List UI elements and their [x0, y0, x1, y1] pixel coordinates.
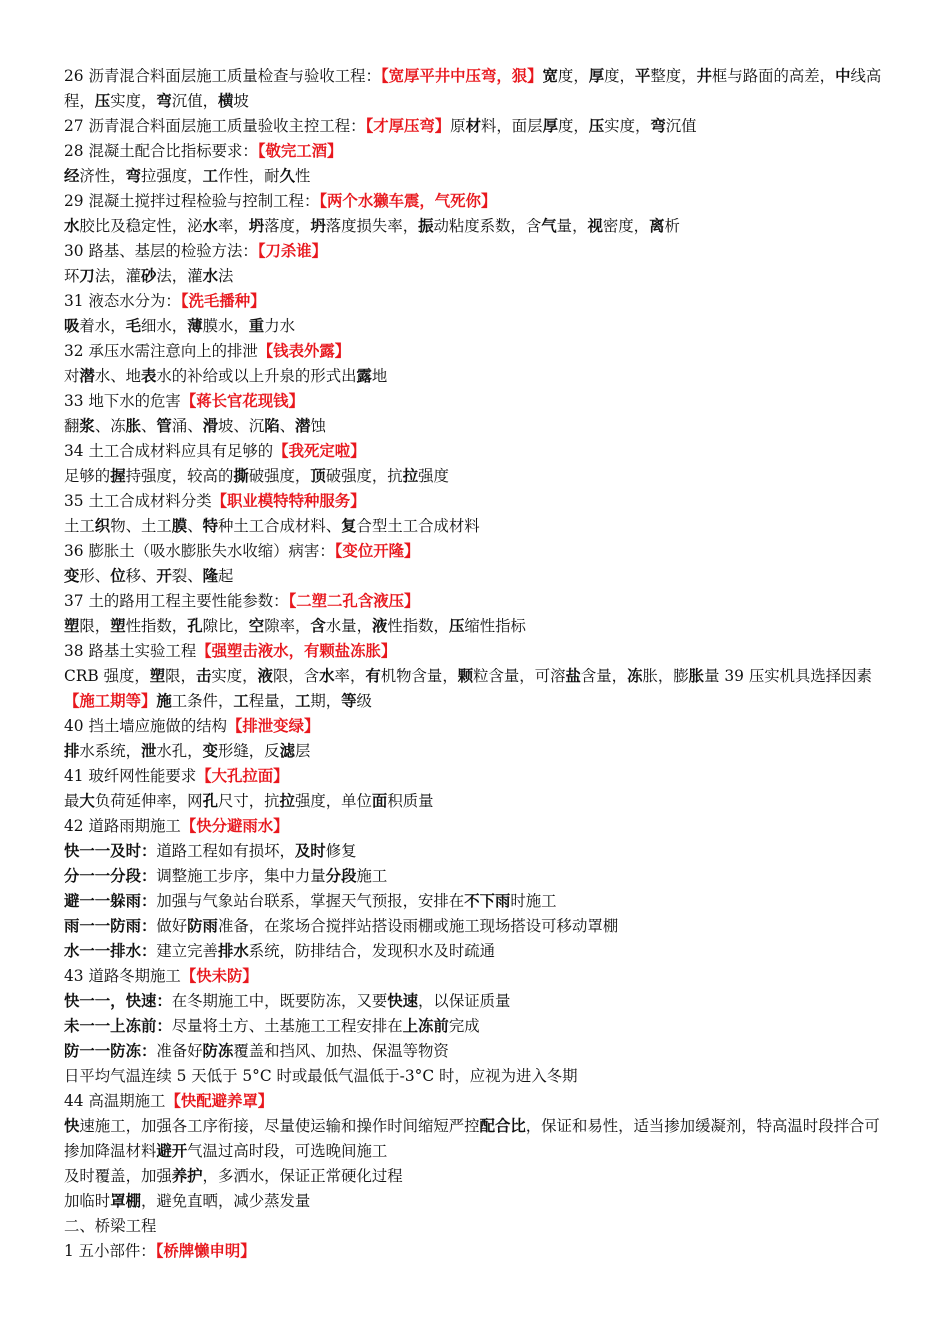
- bold-keyword: 泄: [140, 742, 157, 760]
- bold-keyword: 吸: [64, 317, 80, 335]
- text-line: [64, 189, 886, 214]
- text-segment: 工条件，: [171, 692, 234, 710]
- text-segment: 施工: [356, 867, 388, 885]
- text-segment: 、: [141, 417, 157, 435]
- text-segment: 度，: [557, 67, 589, 85]
- text-segment: 气温过高时段，可选晚间施工: [187, 1142, 388, 1160]
- text-line: [64, 939, 886, 964]
- text-segment: 强度: [418, 467, 449, 485]
- text-segment: 42 道路雨期施工: [64, 817, 181, 835]
- text-line: [64, 964, 886, 989]
- bold-keyword: 拉: [402, 467, 419, 485]
- text-line: [64, 64, 886, 114]
- text-segment: 尺寸，抗: [217, 792, 280, 810]
- bold-keyword: 潜: [79, 367, 95, 385]
- bold-keyword: 快速: [387, 992, 419, 1010]
- bold-keyword: 撕: [233, 467, 249, 485]
- bold-keyword: 塑: [149, 667, 166, 685]
- text-segment: 原: [450, 117, 466, 135]
- bold-keyword: 弯: [125, 167, 141, 185]
- text-segment: 32 承压水需注意向上的排泄: [64, 342, 258, 360]
- text-segment: 36 膨胀土（吸水膨胀失水收缩）病害：: [64, 542, 335, 560]
- text-line: [64, 739, 886, 764]
- bold-keyword: 水: [202, 217, 218, 235]
- text-segment: 料，面层: [480, 117, 543, 135]
- text-segment: 度，: [557, 117, 589, 135]
- text-segment: 时施工: [510, 892, 557, 910]
- bold-keyword: 宽: [542, 67, 558, 85]
- text-line: [64, 239, 886, 264]
- text-line: [64, 1089, 886, 1114]
- bold-keyword: 分一一分段：: [64, 867, 157, 885]
- bold-keyword: 陷: [264, 417, 280, 435]
- bold-keyword: 表: [141, 367, 157, 385]
- mnemonic-highlight: 【才厚压弯】: [365, 117, 451, 135]
- text-segment: 膜水，: [202, 317, 249, 335]
- bold-keyword: 胀: [688, 667, 705, 685]
- text-segment: 含量，: [580, 667, 628, 685]
- text-line: [64, 714, 886, 739]
- text-segment: 尽量将土方、土基施工工程安排在: [171, 1017, 403, 1035]
- bold-keyword: 复: [341, 517, 357, 535]
- bold-keyword: 滤: [279, 742, 295, 760]
- bold-keyword: 有: [365, 667, 381, 685]
- text-segment: 41 玻纤网性能要求: [64, 767, 197, 785]
- text-segment: 44 高温期施工: [64, 1092, 166, 1110]
- text-line: [64, 139, 886, 164]
- text-segment: 37 土的路用工程主要性能参数：: [64, 592, 289, 610]
- text-segment: 移、: [125, 567, 157, 585]
- bold-keyword: 压: [588, 117, 605, 135]
- bold-keyword: 防冻: [202, 1042, 234, 1060]
- text-line: [64, 114, 886, 139]
- text-segment: 率，: [334, 667, 366, 685]
- mnemonic-highlight: 【强塑击液水，有颗盐冻胀】: [196, 642, 397, 660]
- text-segment: 日平均气温连续 5 天低于 5°C 时或最低气温低于-3°C 时，应视为进入冬期: [64, 1067, 578, 1085]
- text-line: [64, 564, 886, 589]
- bold-keyword: 久: [279, 167, 295, 185]
- text-segment: 、冻: [94, 417, 126, 435]
- bold-keyword: 弯: [650, 117, 666, 135]
- text-segment: 蚀: [310, 417, 326, 435]
- bold-keyword: 特: [202, 517, 218, 535]
- text-segment: 胀，膨: [642, 667, 689, 685]
- bold-keyword: 浆: [79, 417, 95, 435]
- text-segment: 合型土工合成材料: [356, 517, 480, 535]
- text-line: [64, 589, 886, 614]
- text-line: [64, 439, 886, 464]
- mnemonic-highlight: 【大孔拉面】: [196, 767, 289, 785]
- bold-keyword: 刀: [79, 267, 95, 285]
- text-line: [64, 764, 886, 789]
- text-segment: 法，灌: [94, 267, 141, 285]
- text-segment: 积质量: [387, 792, 434, 810]
- text-segment: 1 五小部件：: [64, 1242, 156, 1260]
- mnemonic-highlight: 【宽厚平井中压弯，狠】: [380, 67, 543, 85]
- bold-keyword: 离: [649, 217, 665, 235]
- text-segment: 析: [664, 217, 680, 235]
- bold-keyword: 防雨: [187, 917, 218, 935]
- text-segment: 速施工，加强各工序衔接，尽量使运输和操作时间缩短严控: [79, 1117, 480, 1135]
- text-segment: 26 沥青混合料面层施工质量检查与验收工程：: [64, 67, 381, 85]
- bold-keyword: 避一一躲雨：: [64, 892, 157, 910]
- text-segment: 落度损失率，: [325, 217, 419, 235]
- text-line: [64, 489, 886, 514]
- text-segment: 破强度，: [248, 467, 311, 485]
- text-segment: 翻: [64, 417, 80, 435]
- bold-keyword: 弯: [156, 92, 172, 110]
- text-segment: 34 土工合成材料应具有足够的: [64, 442, 274, 460]
- text-segment: 度，: [604, 67, 635, 85]
- text-segment: 物、土工: [110, 517, 172, 535]
- mnemonic-highlight: 【二塑二孔含液压】: [288, 592, 420, 610]
- text-segment: 力水: [264, 317, 295, 335]
- text-segment: 道路工程如有损坏，: [156, 842, 295, 860]
- text-segment: 水量，: [325, 617, 372, 635]
- text-segment: 级: [356, 692, 372, 710]
- text-segment: 率，: [217, 217, 249, 235]
- bold-keyword: 经: [64, 167, 80, 185]
- bold-keyword: 压: [94, 92, 111, 110]
- text-line: [64, 364, 886, 389]
- mnemonic-highlight: 【洗毛播种】: [180, 292, 266, 310]
- text-line: [64, 814, 886, 839]
- bold-keyword: 顶: [310, 467, 326, 485]
- text-segment: 限，含: [272, 667, 320, 685]
- mnemonic-highlight: 【桥牌懒申明】: [155, 1242, 256, 1260]
- text-segment: 强度，单位: [294, 792, 372, 810]
- bold-keyword: 罩棚: [110, 1192, 141, 1210]
- mnemonic-highlight: 【排泄变绿】: [227, 717, 320, 735]
- text-segment: 负荷延伸率，网: [94, 792, 203, 810]
- text-segment: 济性，: [79, 167, 126, 185]
- bold-keyword: 水: [319, 667, 335, 685]
- bold-keyword: 冻: [627, 667, 643, 685]
- text-segment: 加临时: [64, 1192, 111, 1210]
- text-line: [64, 1164, 886, 1189]
- text-segment: 程量，: [248, 692, 295, 710]
- text-line: [64, 514, 886, 539]
- mnemonic-highlight: 【快未防】: [180, 967, 258, 985]
- text-line: [64, 539, 886, 564]
- text-segment: 性指数，: [125, 617, 188, 635]
- text-segment: 限，: [165, 667, 196, 685]
- text-segment: 种土工合成材料、: [218, 517, 342, 535]
- bold-keyword: 织: [94, 517, 111, 535]
- mnemonic-highlight: 【施工期等】: [64, 692, 157, 710]
- text-line: [64, 339, 886, 364]
- text-segment: 33 地下水的危害: [64, 392, 181, 410]
- bold-keyword: 工: [233, 692, 249, 710]
- text-segment: ，避免直晒，减少蒸发量: [140, 1192, 311, 1210]
- text-line: [64, 839, 886, 864]
- text-segment: 、: [187, 517, 203, 535]
- bold-keyword: 孔: [187, 617, 203, 635]
- text-line: [64, 1064, 886, 1089]
- text-segment: 坡、沉: [218, 417, 265, 435]
- bold-keyword: 水: [202, 267, 218, 285]
- text-line: [64, 1214, 886, 1239]
- text-line: [64, 164, 886, 189]
- bold-keyword: 等: [341, 692, 357, 710]
- text-segment: 对: [64, 367, 80, 385]
- text-segment: 水的补给或以上升泉的形式出: [156, 367, 357, 385]
- text-segment: 法，灌: [156, 267, 203, 285]
- text-line: [64, 314, 886, 339]
- text-segment: 水孔，: [156, 742, 203, 760]
- bold-keyword: 坍: [310, 217, 326, 235]
- bold-keyword: 管: [156, 417, 172, 435]
- text-line: [64, 614, 886, 639]
- text-segment: 机物含量，: [380, 667, 458, 685]
- bold-keyword: 振: [418, 217, 434, 235]
- bold-keyword: 及时: [294, 842, 326, 860]
- text-segment: 28 混凝土配合比指标要求：: [64, 142, 258, 160]
- text-segment: 35 土工合成材料分类: [64, 492, 212, 510]
- bold-keyword: 排水: [217, 942, 249, 960]
- text-segment: ，以保证质量: [418, 992, 511, 1010]
- text-segment: 框与路面的高差，: [711, 67, 836, 85]
- text-segment: 实度，: [211, 667, 258, 685]
- text-segment: 准备，在浆场合搅拌站搭设雨棚或施工现场搭设可移动罩棚: [217, 917, 619, 935]
- text-segment: ，保证和易性，适当掺加缓凝剂，特高温时段拌合可掺加降温材料: [64, 1117, 880, 1160]
- bold-keyword: 变: [64, 567, 80, 585]
- bold-keyword: 胀: [125, 417, 142, 435]
- bold-keyword: 避开: [156, 1142, 188, 1160]
- bold-keyword: 配合比: [479, 1117, 526, 1135]
- mnemonic-highlight: 【蒋长官花现钱】: [180, 392, 304, 410]
- bold-keyword: 面: [371, 792, 388, 810]
- bold-keyword: 压: [448, 617, 465, 635]
- bold-keyword: 膜: [171, 517, 188, 535]
- text-segment: 期，: [310, 692, 342, 710]
- bold-keyword: 材: [465, 117, 481, 135]
- text-segment: 隙比，: [202, 617, 249, 635]
- bold-keyword: 快一一，快速：: [64, 992, 172, 1010]
- bold-keyword: 击: [195, 667, 212, 685]
- bold-keyword: 毛: [125, 317, 141, 335]
- bold-keyword: 坍: [248, 217, 265, 235]
- text-segment: 破强度，抗: [325, 467, 403, 485]
- bold-keyword: 雨一一防雨：: [64, 917, 157, 935]
- bold-keyword: 中: [835, 67, 851, 85]
- text-line: [64, 464, 886, 489]
- mnemonic-highlight: 【快配避养罩】: [165, 1092, 274, 1110]
- bold-keyword: 气: [541, 217, 557, 235]
- text-segment: 土工: [64, 517, 95, 535]
- mnemonic-highlight: 【快分避雨水】: [180, 817, 289, 835]
- bold-keyword: 平: [634, 67, 651, 85]
- text-segment: 粒含量，可溶: [473, 667, 566, 685]
- text-segment: 38 路基土实验工程: [64, 642, 197, 660]
- bold-keyword: 快一一及时：: [64, 842, 157, 860]
- mnemonic-highlight: 【钱表外露】: [257, 342, 351, 360]
- text-segment: 形缝，反: [217, 742, 280, 760]
- text-segment: 43 道路冬期施工: [64, 967, 181, 985]
- bold-keyword: 颗: [457, 667, 474, 685]
- bold-keyword: 砂: [141, 267, 157, 285]
- text-line: [64, 889, 886, 914]
- text-segment: 加强与气象站台联系，掌握天气预报，安排在: [156, 892, 465, 910]
- text-segment: 地: [371, 367, 388, 385]
- bold-keyword: 重: [248, 317, 265, 335]
- text-segment: 修复: [325, 842, 357, 860]
- text-line: [64, 989, 886, 1014]
- text-segment: 及时覆盖，加强: [64, 1167, 172, 1185]
- text-segment: 形、: [79, 567, 111, 585]
- bold-keyword: 厚: [588, 67, 605, 85]
- bold-keyword: 塑: [64, 617, 80, 635]
- text-segment: 实度，: [604, 117, 651, 135]
- text-segment: 作性，耐: [217, 167, 280, 185]
- text-segment: 层: [294, 742, 311, 760]
- bold-keyword: 变: [202, 742, 218, 760]
- text-segment: 落度，: [264, 217, 311, 235]
- bold-keyword: 井: [696, 67, 712, 85]
- text-segment: 沉值: [665, 117, 697, 135]
- text-segment: 胶比及稳定性，泌: [79, 217, 203, 235]
- text-line: [64, 1114, 886, 1164]
- text-segment: 拉强度，: [141, 167, 203, 185]
- text-segment: 量，: [556, 217, 588, 235]
- bold-keyword: 水一一排水：: [64, 942, 157, 960]
- mnemonic-highlight: 【刀杀谁】: [257, 242, 328, 260]
- text-line: [64, 414, 886, 439]
- text-line: [64, 864, 886, 889]
- text-segment: 、: [279, 417, 296, 435]
- text-segment: 裂、: [171, 567, 203, 585]
- text-segment: 沉值，: [171, 92, 218, 110]
- text-line: [64, 1189, 886, 1214]
- text-segment: 整度，: [650, 67, 697, 85]
- mnemonic-highlight: 【我死定啦】: [273, 442, 366, 460]
- bold-keyword: 视: [587, 217, 603, 235]
- text-segment: 密度，: [602, 217, 650, 235]
- text-segment: 持强度，较高的: [125, 467, 234, 485]
- mnemonic-highlight: 【职业模特特种服务】: [211, 492, 366, 510]
- bold-keyword: 拉: [279, 792, 295, 810]
- bold-keyword: 未一一上冻前：: [64, 1017, 172, 1035]
- text-segment: 完成: [448, 1017, 480, 1035]
- text-segment: 40 挡土墙应施做的结构: [64, 717, 227, 735]
- bold-keyword: 露: [356, 367, 372, 385]
- bold-keyword: 施: [156, 692, 172, 710]
- bold-keyword: 养护: [171, 1167, 203, 1185]
- text-segment: 最: [64, 792, 80, 810]
- text-segment: 限，: [79, 617, 111, 635]
- bold-keyword: 开: [156, 567, 172, 585]
- text-segment: 调整施工步序，集中力量: [156, 867, 326, 885]
- bold-keyword: 位: [110, 567, 126, 585]
- bold-keyword: 水: [64, 217, 80, 235]
- text-segment: 法: [218, 267, 234, 285]
- bold-keyword: 液: [371, 617, 388, 635]
- text-segment: 涌、: [171, 417, 203, 435]
- text-line: [64, 639, 886, 664]
- text-segment: 系统，防排结合，发现积水及时疏通: [248, 942, 495, 960]
- text-segment: 坡: [233, 92, 249, 110]
- text-segment: 起: [218, 567, 234, 585]
- bold-keyword: 防一一防冻：: [64, 1042, 157, 1060]
- text-segment: 30 路基、基层的检验方法：: [64, 242, 258, 260]
- text-segment: 性指数，: [387, 617, 449, 635]
- bold-keyword: 大: [79, 792, 95, 810]
- bold-keyword: 潜: [295, 417, 311, 435]
- document-body: [64, 64, 886, 1264]
- bold-keyword: 握: [110, 467, 126, 485]
- text-line: [64, 1039, 886, 1064]
- text-segment: 做好: [156, 917, 188, 935]
- text-segment: 缩性指标: [464, 617, 526, 635]
- text-line: [64, 664, 886, 714]
- bold-keyword: 孔: [202, 792, 218, 810]
- bold-keyword: 不下雨: [464, 892, 511, 910]
- text-segment: 水、地: [94, 367, 141, 385]
- bold-keyword: 液: [257, 667, 273, 685]
- text-segment: 水系统，: [79, 742, 141, 760]
- text-segment: 27 沥青混合料面层施工质量验收主控工程：: [64, 117, 366, 135]
- text-segment: 环: [64, 267, 80, 285]
- text-segment: 细水，: [141, 317, 188, 335]
- bold-keyword: 快: [64, 1117, 80, 1135]
- bold-keyword: 工: [294, 692, 311, 710]
- bold-keyword: 含: [310, 617, 326, 635]
- text-segment: 准备好: [156, 1042, 203, 1060]
- text-segment: 隙率，: [264, 617, 311, 635]
- bold-keyword: 薄: [187, 317, 203, 335]
- mnemonic-highlight: 【两个水獭车震，气死你】: [319, 192, 497, 210]
- text-segment: 足够的: [64, 467, 111, 485]
- text-line: [64, 389, 886, 414]
- bold-keyword: 盐: [565, 667, 581, 685]
- text-segment: 二、桥梁工程: [64, 1217, 157, 1235]
- text-segment: 在冬期施工中，既要防冻，又要: [171, 992, 388, 1010]
- bold-keyword: 分段: [325, 867, 357, 885]
- text-segment: 实度，: [110, 92, 157, 110]
- text-line: [64, 264, 886, 289]
- text-segment: 覆盖和挡风、加热、保温等物资: [233, 1042, 449, 1060]
- bold-keyword: 上冻前: [402, 1017, 449, 1035]
- bold-keyword: 滑: [202, 417, 219, 435]
- text-line: [64, 789, 886, 814]
- mnemonic-highlight: 【变位开隆】: [334, 542, 420, 560]
- text-line: [64, 1239, 886, 1264]
- text-segment: 31 液态水分为：: [64, 292, 181, 310]
- text-line: [64, 289, 886, 314]
- bold-keyword: 空: [248, 617, 265, 635]
- text-line: [64, 1014, 886, 1039]
- text-segment: 建立完善: [156, 942, 218, 960]
- text-segment: 着水，: [79, 317, 126, 335]
- text-segment: 性: [294, 167, 311, 185]
- text-segment: 线高程，: [64, 67, 882, 110]
- bold-keyword: 厚: [542, 117, 558, 135]
- text-segment: 29 混凝土搅拌过程检验与控制工程：: [64, 192, 320, 210]
- text-segment: ，多洒水，保证正常硬化过程: [202, 1167, 403, 1185]
- text-segment: 动粘度系数，含: [433, 217, 542, 235]
- bold-keyword: 排: [64, 742, 80, 760]
- text-line: [64, 214, 886, 239]
- bold-keyword: 隆: [202, 567, 219, 585]
- mnemonic-highlight: 【敬完工酒】: [257, 142, 343, 160]
- text-line: [64, 914, 886, 939]
- bold-keyword: 横: [217, 92, 234, 110]
- bold-keyword: 工: [202, 167, 218, 185]
- text-segment: CRB 强度，: [64, 667, 150, 685]
- text-segment: 量 39 压实机具选择因素: [704, 667, 872, 685]
- bold-keyword: 塑: [110, 617, 126, 635]
